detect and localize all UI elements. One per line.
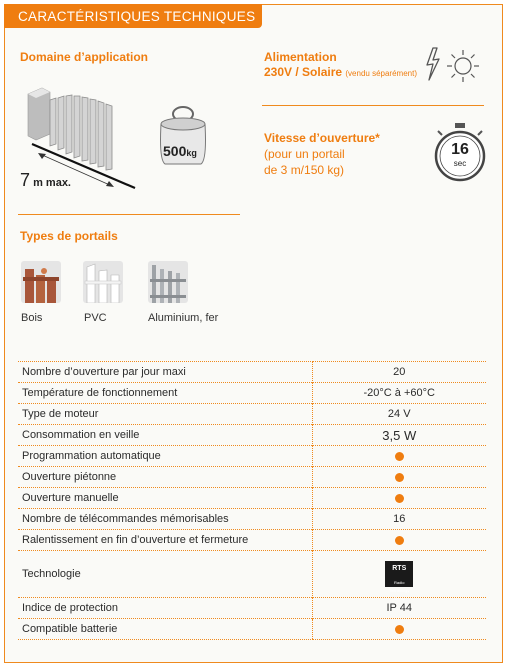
rts-logo-icon: RTS Radio Technology Somfy <box>385 561 413 587</box>
spec-label: Compatible batterie <box>18 619 312 640</box>
application-title: Domaine d’application <box>20 50 149 64</box>
portal-types-title: Types de portails <box>20 229 118 243</box>
lightning-icon <box>424 47 442 81</box>
spec-value <box>312 619 486 640</box>
portal-type-label-aluminium: Aluminium, fer <box>148 312 219 324</box>
power-title: Alimentation <box>264 50 337 64</box>
table-row <box>18 446 486 467</box>
power-section <box>264 50 417 81</box>
included-dot-icon <box>395 473 404 482</box>
table-row <box>18 467 486 488</box>
max-weight-label: 500kg <box>163 143 197 159</box>
spec-label: Nombre d’ouverture par jour maxi <box>18 362 312 383</box>
stopwatch-icon <box>432 122 488 182</box>
spec-label: Ouverture piétonne <box>18 467 312 488</box>
spec-label: Consommation en veille <box>18 425 312 446</box>
speed-unit: sec <box>453 159 467 168</box>
included-dot-icon <box>395 625 404 634</box>
table-row <box>18 619 486 640</box>
spec-value <box>312 530 486 551</box>
spec-label: Indice de protection <box>18 598 312 619</box>
weight-icon <box>155 100 215 170</box>
spec-label: Type de moteur <box>18 404 312 425</box>
sun-icon <box>445 48 481 84</box>
table-row <box>18 425 486 446</box>
spec-value: 24 V <box>312 404 486 425</box>
power-value: 230V / Solaire (vendu séparément) <box>264 65 417 79</box>
aluminium-gate-icon <box>148 261 188 303</box>
speed-title: Vitesse d’ouverture* <box>264 131 380 145</box>
spec-value: 20 <box>312 362 486 383</box>
spec-value <box>312 446 486 467</box>
portal-type-label-wood: Bois <box>21 312 43 324</box>
spec-value: 3,5 W <box>312 425 486 446</box>
divider-application <box>18 214 240 215</box>
speed-condition-line1: (pour un portail <box>264 147 345 161</box>
spec-value <box>312 551 486 601</box>
section-header: CARACTÉRISTIQUES TECHNIQUES <box>4 4 262 28</box>
table-row <box>18 404 486 425</box>
table-row <box>18 530 486 551</box>
included-dot-icon <box>395 536 404 545</box>
spec-label: Ralentissement en fin d’ouverture et fermeture <box>18 530 312 551</box>
divider-power <box>262 105 484 106</box>
table-row <box>18 551 486 598</box>
speed-section <box>264 130 380 178</box>
spec-value: IP 44 <box>312 598 486 619</box>
table-row <box>18 383 486 404</box>
included-dot-icon <box>395 494 404 503</box>
specs-table <box>18 361 486 640</box>
pvc-gate-icon <box>83 261 123 303</box>
spec-label: Ouverture manuelle <box>18 488 312 509</box>
speed-value: 16 <box>451 141 469 158</box>
included-dot-icon <box>395 452 404 461</box>
wood-gate-icon <box>21 261 61 303</box>
max-distance-label: 7 m max. <box>20 170 71 190</box>
spec-label: Programmation automatique <box>18 446 312 467</box>
portal-type-label-pvc: PVC <box>84 312 107 324</box>
spec-value <box>312 488 486 509</box>
table-row <box>18 362 486 383</box>
table-row <box>18 488 486 509</box>
spec-value <box>312 467 486 488</box>
spec-value: -20°C à +60°C <box>312 383 486 404</box>
spec-value: 16 <box>312 509 486 530</box>
table-row <box>18 598 486 619</box>
spec-label: Température de fonctionnement <box>18 383 312 404</box>
spec-label: Technologie <box>18 551 312 598</box>
spec-label: Nombre de télécommandes mémorisables <box>18 509 312 530</box>
table-row <box>18 509 486 530</box>
speed-condition-line2: de 3 m/150 kg) <box>264 163 345 177</box>
